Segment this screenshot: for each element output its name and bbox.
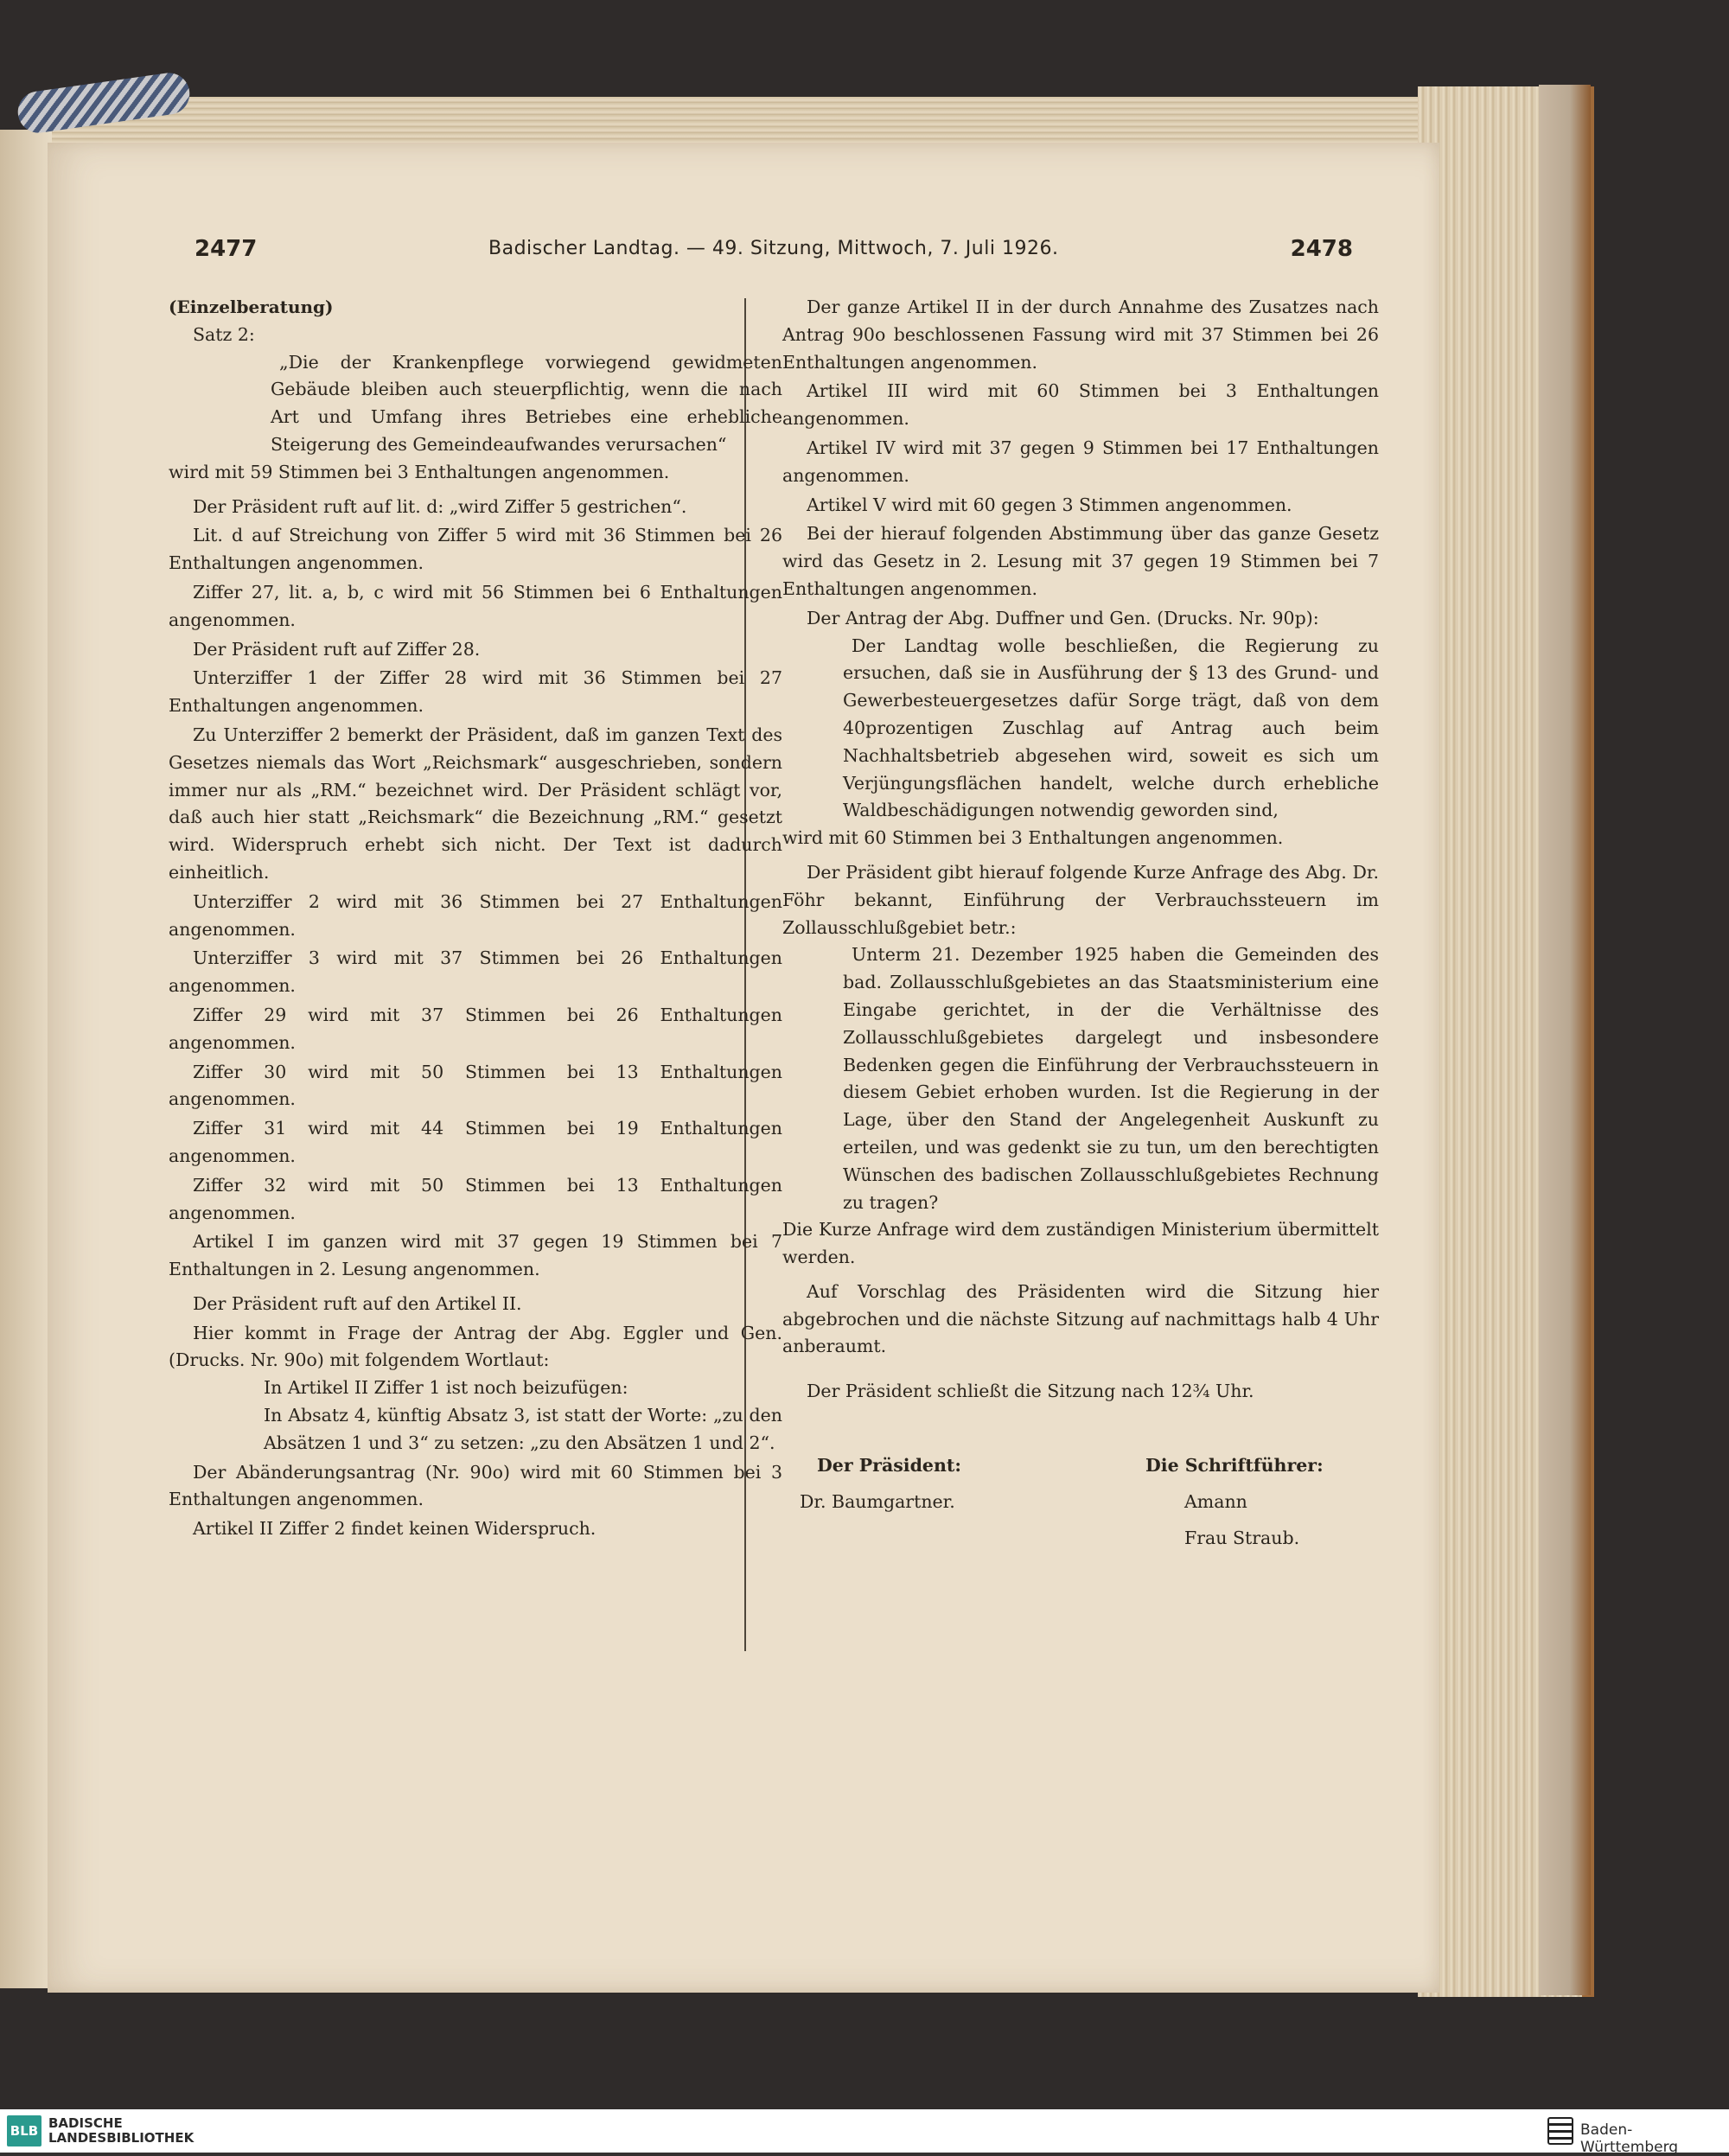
- paragraph: Ziffer 30 wird mit 50 Stimmen bei 13 Enthaltungen angenommen.: [169, 1061, 782, 1110]
- paragraph: Der ganze Artikel II in der durch Annahme des Zusatzes nach Antrag 90o beschlossenen Fassung wird mit 37 Stimmen bei 26 Enthaltungen angenommen.: [782, 297, 1379, 373]
- paragraph: Lit. d auf Streichung von Ziffer 5 wird mit 36 Stimmen bei 26 Enthaltungen angenommen.: [169, 525, 782, 574]
- paragraph: Auf Vorschlag des Präsidenten wird die Sitzung hier abgebrochen und die nächste Sitzung auf nachmittags halb 4 Uhr anberaumt.: [782, 1280, 1379, 1357]
- paragraph: Hier kommt in Frage der Antrag der Abg. Eggler und Gen. (Drucks. Nr. 90o) mit folgendem Wortlaut:: [169, 1322, 782, 1371]
- library-name: BADISCHE LANDESBIBLIOTHEK: [48, 2115, 195, 2146]
- paragraph: Satz 2:: [193, 323, 255, 345]
- paragraph: Artikel V wird mit 60 gegen 3 Stimmen angenommen.: [807, 494, 1292, 515]
- paragraph: wird mit 60 Stimmen bei 3 Enthaltungen angenommen.: [782, 827, 1284, 849]
- quoted-text: In Absatz 4, künftig Absatz 3, ist statt der Worte: „zu den Absätzen 1 und 3“ zu setzen: „zu den Absätzen 1 und 2“.: [264, 1405, 782, 1453]
- quoted-text: Unterm 21. Dezember 1925 haben die Gemeinden des bad. Zollausschlußgebietes an das Staatsministerium eine Eingabe gerichtet, in der die Verhältnisse des Zollausschlußgebietes dargelegt und insbesondere Bedenken gegen die Einführung der Verbrauchssteuern in diesem Gebiet erhoben wurden. Ist die Regierung in der Lage, über den Stand der Angelegenheit Auskunft zu erteilen, und was gedenkt sie zu tun, um den berechtigten Wünschen des badischen Zollausschlußgebietes Rechnung zu tragen?: [843, 944, 1379, 1213]
- right-column: [782, 294, 1379, 1560]
- left-page-edge: [0, 130, 52, 1988]
- left-column: [169, 294, 782, 1543]
- paragraph: Artikel I im ganzen wird mit 37 gegen 19 Stimmen bei 7 Enthaltungen in 2. Lesung angenommen.: [169, 1231, 782, 1280]
- paragraph: Artikel II Ziffer 2 findet keinen Widerspruch.: [193, 1518, 597, 1540]
- paragraph: Der Präsident schließt die Sitzung nach 12¾ Uhr.: [807, 1381, 1254, 1402]
- paragraph: Der Antrag der Abg. Duffner und Gen. (Drucks. Nr. 90p):: [807, 607, 1319, 628]
- state-name[interactable]: Baden-Württemberg: [1580, 2121, 1679, 2156]
- president-label: Der Präsident:: [817, 1455, 961, 1477]
- paragraph: Ziffer 32 wird mit 50 Stimmen bei 13 Enthaltungen angenommen.: [169, 1174, 782, 1223]
- quoted-text: Der Landtag wolle beschließen, die Regierung zu ersuchen, daß sie in Ausführung der § 13 des Grund- und Gewerbesteuergesetzes dafür Sorge trägt, daß von dem 40prozentigen Zuschlag auf Antrag auch beim Nachhaltsbetrieb abgesehen wird, soweit es sich um Verjüngungsflächen handelt, welche durch erhebliche Waldbeschädigungen notwendig geworden sind,: [843, 635, 1379, 821]
- paragraph: Ziffer 27, lit. a, b, c wird mit 56 Stimmen bei 6 Enthaltungen angenommen.: [169, 581, 782, 630]
- page-number-right: 2478: [1290, 236, 1353, 262]
- paragraph: Zu Unterziffer 2 bemerkt der Präsident, daß im ganzen Text des Gesetzes niemals das Wort „Reichsmark“ ausgeschrieben, sondern immer nur als „RM.“ bezeichnet wird. Der Präsident schlägt vor, daß auch hier statt „Reichsmark“ die Bezeichnung „RM.“ gesetzt wird. Widerspruch erhebt sich nicht. Der Text ist dadurch einheitlich.: [169, 724, 782, 883]
- signature-names: [782, 1489, 1379, 1523]
- president-name: Dr. Baumgartner.: [800, 1491, 955, 1513]
- blb-logo-icon[interactable]: BLB: [7, 2115, 41, 2146]
- document-page: [48, 143, 1439, 1993]
- secretary-name: Amann: [1184, 1491, 1247, 1513]
- paragraph: Die Kurze Anfrage wird dem zuständigen Ministerium übermittelt werden.: [782, 1219, 1379, 1268]
- paragraph: Der Präsident ruft auf Ziffer 28.: [193, 638, 481, 660]
- paragraph: Der Präsident gibt hierauf folgende Kurze Anfrage des Abg. Dr. Föhr bekannt, Einführung der Verbrauchssteuern im Zollausschlußgebiet betr.:: [782, 861, 1379, 938]
- paragraph: Der Präsident ruft auf lit. d: „wird Ziffer 5 gestrichen“.: [193, 495, 687, 517]
- quoted-text: In Artikel II Ziffer 1 ist noch beizufügen:: [264, 1377, 628, 1399]
- paragraph: Unterziffer 2 wird mit 36 Stimmen bei 27 Enthaltungen angenommen.: [169, 890, 782, 940]
- page-number-left: 2477: [195, 236, 258, 262]
- book-cover: [1539, 85, 1591, 1995]
- paragraph: Ziffer 31 wird mit 44 Stimmen bei 19 Enthaltungen angenommen.: [169, 1118, 782, 1166]
- paragraph: Artikel IV wird mit 37 gegen 9 Stimmen bei 17 Enthaltungen angenommen.: [782, 437, 1379, 486]
- signature-labels: [782, 1452, 1379, 1487]
- secretary-name: Frau Straub.: [1184, 1528, 1300, 1549]
- paragraph: Bei der hierauf folgenden Abstimmung über das ganze Gesetz wird das Gesetz in 2. Lesung mit 37 gegen 19 Stimmen bei 7 Enthaltungen angenommen.: [782, 523, 1379, 599]
- coat-of-arms-icon: [1547, 2117, 1573, 2145]
- secretaries-label: Die Schriftführer:: [1145, 1455, 1324, 1477]
- paragraph: Unterziffer 3 wird mit 37 Stimmen bei 26 Enthaltungen angenommen.: [169, 947, 782, 997]
- paragraph: Unterziffer 1 der Ziffer 28 wird mit 36 Stimmen bei 27 Enthaltungen angenommen.: [169, 667, 782, 717]
- paragraph: Ziffer 29 wird mit 37 Stimmen bei 26 Enthaltungen angenommen.: [169, 1004, 782, 1053]
- paragraph: Der Präsident ruft auf den Artikel II.: [193, 1292, 522, 1314]
- paragraph: Artikel III wird mit 60 Stimmen bei 3 Enthaltungen angenommen.: [782, 380, 1379, 430]
- signature-names: [782, 1525, 1379, 1560]
- page-header: [195, 236, 1353, 271]
- running-title: Badischer Landtag. — 49. Sitzung, Mittwoch, 7. Juli 1926.: [488, 238, 1059, 259]
- section-heading: (Einzelberatung): [169, 297, 334, 317]
- quoted-text: „Die der Krankenpflege vorwiegend gewidmeten Gebäude bleiben auch steuerpflichtig, wenn die nach Art und Umfang ihres Betriebes eine erhebliche Steigerung des Gemeindeaufwandes verursachen“: [271, 351, 782, 455]
- paragraph: Der Abänderungsantrag (Nr. 90o) wird mit 60 Stimmen bei 3 Enthaltungen angenommen.: [169, 1461, 782, 1510]
- footer-bar: [0, 2109, 1729, 2156]
- paragraph: wird mit 59 Stimmen bei 3 Enthaltungen angenommen.: [169, 461, 670, 482]
